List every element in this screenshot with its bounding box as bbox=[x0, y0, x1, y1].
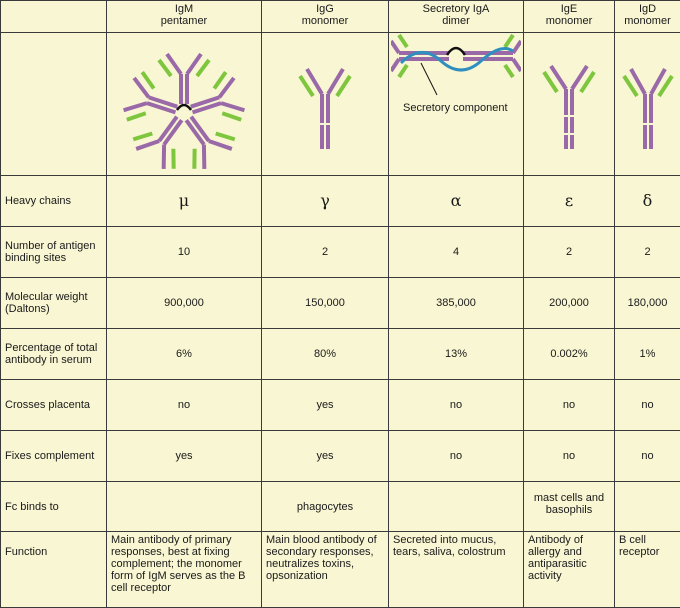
igg-crosses-placenta: yes bbox=[262, 380, 389, 431]
ige-monomer-diagram bbox=[539, 54, 599, 154]
header-row bbox=[1, 1, 680, 33]
iga-fixes-complement: no bbox=[389, 431, 524, 482]
igd-percentage: 1% bbox=[615, 329, 680, 380]
igd-heavy-chain: δ bbox=[615, 176, 680, 227]
iga-fc-binds bbox=[389, 482, 524, 532]
iga-diagram-cell bbox=[389, 33, 524, 176]
iga-joining-chain bbox=[447, 48, 465, 55]
ige-fixes-complement: no bbox=[524, 431, 615, 482]
diagram-row bbox=[1, 33, 680, 176]
igd-name: IgD bbox=[639, 3, 656, 15]
igg-percentage: 80% bbox=[262, 329, 389, 380]
ige-form: monomer bbox=[546, 15, 592, 27]
fc-binds-label: Fc binds to bbox=[1, 482, 107, 532]
ige-heavy-chain: ε bbox=[524, 176, 615, 227]
igd-binding-sites: 2 bbox=[615, 227, 680, 278]
igm-fixes-complement: yes bbox=[107, 431, 262, 482]
igg-binding-sites: 2 bbox=[262, 227, 389, 278]
igg-header bbox=[262, 1, 389, 33]
igg-diagram-cell bbox=[262, 33, 389, 176]
igm-molecular-weight: 900,000 bbox=[107, 278, 262, 329]
igd-fc-binds bbox=[615, 482, 680, 532]
igg-heavy-chain: γ bbox=[262, 176, 389, 227]
corner-cell bbox=[1, 1, 107, 33]
igd-fixes-complement: no bbox=[615, 431, 680, 482]
igd-monomer-diagram bbox=[620, 54, 676, 154]
igd-molecular-weight: 180,000 bbox=[615, 278, 680, 329]
iga-form: dimer bbox=[442, 15, 470, 27]
igm-fc-binds bbox=[107, 482, 262, 532]
iga-binding-sites: 4 bbox=[389, 227, 524, 278]
igg-fc-binds: phagocytes bbox=[262, 482, 389, 532]
igm-name: IgM bbox=[175, 3, 193, 15]
ige-function: Antibody of allergy and antiparasitic activity bbox=[524, 532, 615, 608]
igg-form: monomer bbox=[302, 15, 348, 27]
binding-sites-label: Number of antigen binding sites bbox=[1, 227, 107, 278]
crosses-placenta-label: Crosses placenta bbox=[1, 380, 107, 431]
igd-form: monomer bbox=[624, 15, 670, 27]
fc-binds-row bbox=[1, 482, 680, 532]
igm-monomer-2 bbox=[184, 70, 247, 133]
igm-function: Main antibody of primary responses, best at fixing complement; the monomer form of IgM serves as the B cell receptor bbox=[107, 532, 262, 608]
function-row bbox=[1, 532, 680, 608]
igg-molecular-weight: 150,000 bbox=[262, 278, 389, 329]
iga-function: Secreted into mucus, tears, saliva, colostrum bbox=[389, 532, 524, 608]
ige-molecular-weight: 200,000 bbox=[524, 278, 615, 329]
binding-sites-row bbox=[1, 227, 680, 278]
igm-heavy-chain: μ bbox=[107, 176, 262, 227]
ige-diagram-cell bbox=[524, 33, 615, 176]
igd-crosses-placenta: no bbox=[615, 380, 680, 431]
igm-monomer-1 bbox=[159, 54, 209, 104]
diagram-label-cell bbox=[1, 33, 107, 176]
ige-percentage: 0.002% bbox=[524, 329, 615, 380]
percentage-row bbox=[1, 329, 680, 380]
iga-molecular-weight: 385,000 bbox=[389, 278, 524, 329]
iga-crosses-placenta: no bbox=[389, 380, 524, 431]
igd-function: B cell receptor bbox=[615, 532, 680, 608]
secretory-component-label: Secretory component bbox=[403, 102, 508, 114]
ige-binding-sites: 2 bbox=[524, 227, 615, 278]
heavy-chains-label: Heavy chains bbox=[1, 176, 107, 227]
ige-fc-binds: mast cells and basophils bbox=[524, 482, 615, 532]
iga-heavy-chain: α bbox=[389, 176, 524, 227]
molecular-weight-row bbox=[1, 278, 680, 329]
igm-percentage: 6% bbox=[107, 329, 262, 380]
molecular-weight-label: Molecular weight (Daltons) bbox=[1, 278, 107, 329]
fixes-complement-label: Fixes complement bbox=[1, 431, 107, 482]
secretory-pointer bbox=[421, 63, 437, 95]
heavy-chains-row bbox=[1, 176, 680, 227]
igd-header bbox=[615, 1, 680, 33]
ige-crosses-placenta: no bbox=[524, 380, 615, 431]
igm-crosses-placenta: no bbox=[107, 380, 262, 431]
joining-chain bbox=[177, 105, 191, 110]
iga-header bbox=[389, 1, 524, 33]
ige-name: IgE bbox=[561, 3, 578, 15]
igm-monomer-5 bbox=[121, 70, 184, 133]
igg-monomer-diagram bbox=[295, 54, 355, 154]
igm-header bbox=[107, 1, 262, 33]
percentage-label: Percentage of total antibody in serum bbox=[1, 329, 107, 380]
igg-fixes-complement: yes bbox=[262, 431, 389, 482]
fixes-complement-row bbox=[1, 431, 680, 482]
crosses-placenta-row bbox=[1, 380, 680, 431]
igm-binding-sites: 10 bbox=[107, 227, 262, 278]
igd-diagram-cell bbox=[615, 33, 680, 176]
ige-header bbox=[524, 1, 615, 33]
igm-pentamer-diagram bbox=[109, 34, 259, 174]
iga-percentage: 13% bbox=[389, 329, 524, 380]
iga-dimer-diagram bbox=[391, 33, 521, 121]
iga-name: Secretory IgA bbox=[423, 3, 490, 15]
igm-diagram-cell bbox=[107, 33, 262, 176]
igm-form: pentamer bbox=[161, 15, 207, 27]
function-label: Function bbox=[1, 532, 107, 608]
igg-function: Main blood antibody of secondary responses, neutralizes toxins, opsonization bbox=[262, 532, 389, 608]
igg-name: IgG bbox=[316, 3, 334, 15]
